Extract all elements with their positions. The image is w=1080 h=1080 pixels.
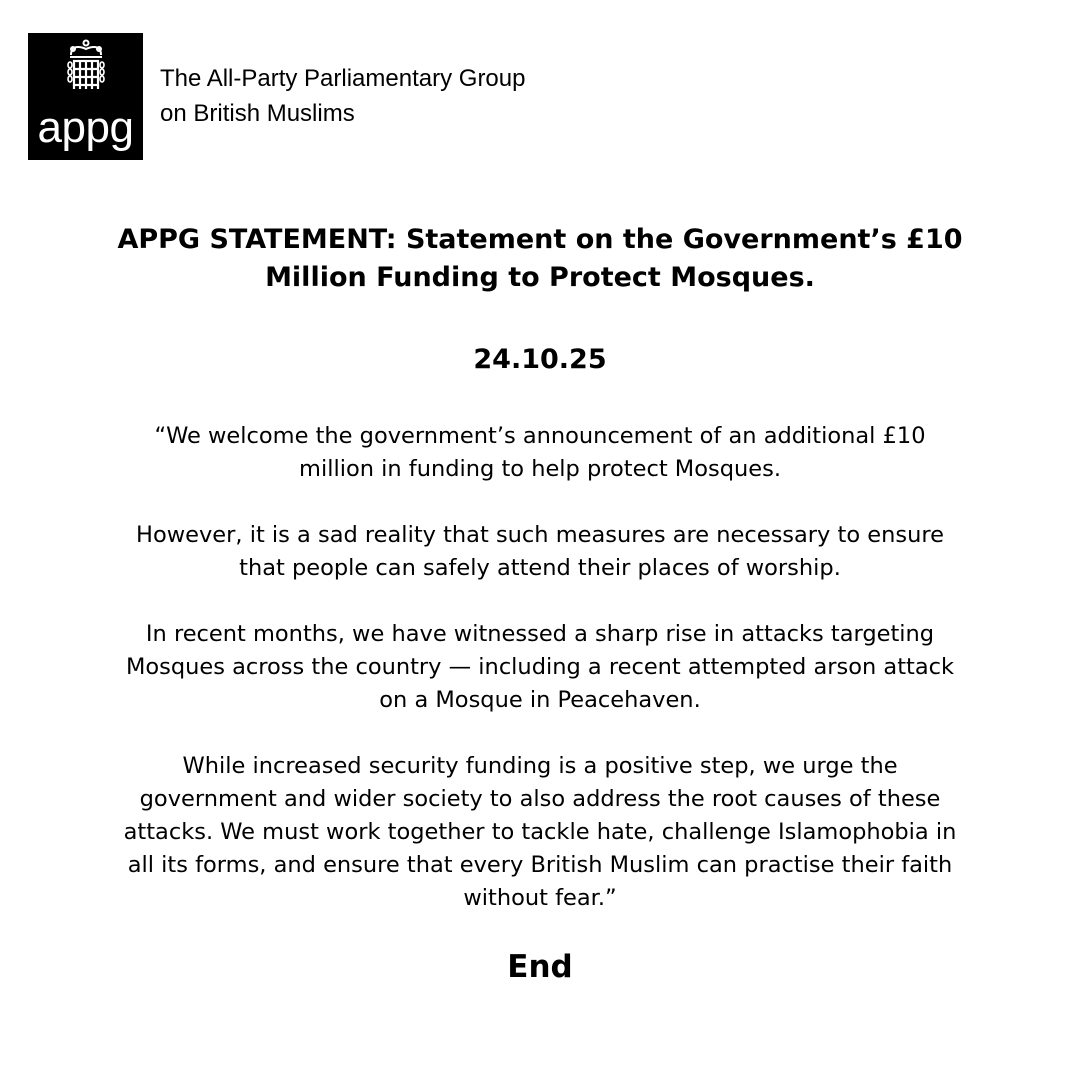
statement-date: 24.10.25	[473, 344, 607, 375]
paragraph-1	[0, 420, 1080, 486]
portcullis-crown-icon	[66, 39, 106, 101]
paragraph-line: government and wider society to also address the root causes of these	[139, 786, 941, 812]
appg-logo	[28, 33, 143, 160]
organization-name	[160, 61, 525, 131]
paragraph-line: on a Mosque in Peacehaven.	[379, 687, 701, 713]
paragraph-4	[0, 750, 1080, 915]
paragraph-line: In recent months, we have witnessed a sharp rise in attacks targeting	[145, 621, 935, 647]
organization-name-line-2: on British Muslims	[160, 99, 355, 127]
organization-name-line-1: The All-Party Parliamentary Group	[160, 64, 526, 92]
paragraph-line: While increased security funding is a positive step, we urge the	[182, 753, 898, 779]
logo-text: appg	[37, 103, 134, 152]
statement-end: End	[507, 949, 573, 985]
statement-title-line-1: APPG STATEMENT: Statement on the Government’s £10	[117, 224, 963, 255]
statement-title	[0, 221, 1080, 297]
paragraph-line: without fear.”	[463, 885, 617, 911]
paragraph-line: However, it is a sad reality that such measures are necessary to ensure	[136, 522, 944, 548]
paragraph-line: that people can safely attend their places of worship.	[239, 555, 841, 581]
statement-body	[0, 420, 1080, 948]
paragraph-line: “We welcome the government’s announcement of an additional £10	[154, 423, 926, 449]
paragraph-line: Mosques across the country — including a recent attempted arson attack	[125, 654, 955, 680]
paragraph-line: attacks. We must work together to tackle hate, challenge Islamophobia in	[123, 819, 957, 845]
paragraph-3	[0, 618, 1080, 717]
paragraph-line: all its forms, and ensure that every British Muslim can practise their faith	[127, 852, 953, 878]
paragraph-line: million in funding to help protect Mosques.	[299, 456, 781, 482]
statement-title-line-2: Million Funding to Protect Mosques.	[265, 262, 815, 293]
paragraph-2	[0, 519, 1080, 585]
header	[28, 33, 525, 160]
